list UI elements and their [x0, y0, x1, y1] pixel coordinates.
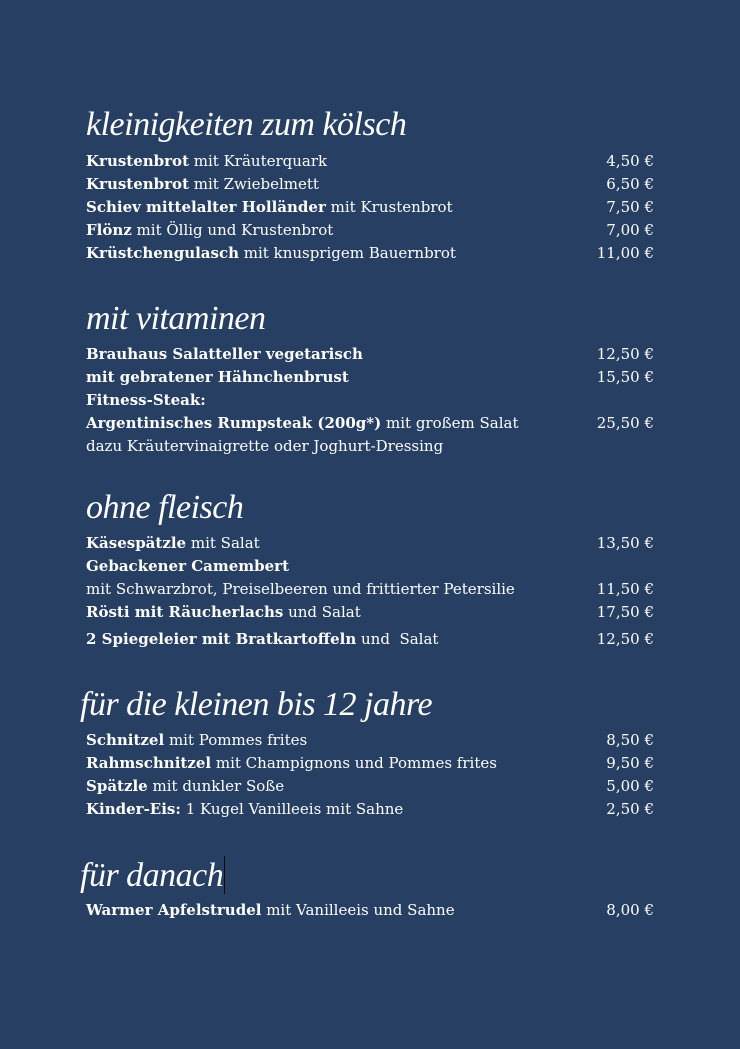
item-description: mit knusprigem Bauernbrot — [239, 244, 456, 262]
item-price: 8,50 € — [606, 731, 654, 749]
item-description: mit Pommes frites — [164, 731, 308, 749]
menu-item — [86, 555, 654, 601]
item-description: mit Öllig und Krustenbrot — [131, 221, 334, 239]
item-description: mit Schwarzbrot, Preiselbeeren und frittierter Petersilie — [86, 580, 515, 598]
item-price: 2,50 € — [606, 800, 654, 818]
menu-item — [86, 532, 654, 555]
item-name: Warmer Apfelstrudel — [86, 901, 262, 919]
menu-item — [86, 242, 654, 265]
item-name: Krüstchengulasch — [86, 244, 240, 262]
item-price: 12,50 € — [596, 630, 654, 648]
menu-item — [86, 752, 654, 775]
item-name: Rösti mit Räucherlachs — [86, 603, 284, 621]
item-price: 8,00 € — [606, 901, 654, 919]
item-price: 12,50 € — [596, 345, 654, 363]
item-description-line3: dazu Kräutervinaigrette oder Joghurt-Dressing — [86, 437, 444, 455]
item-description: 1 Kugel Vanilleeis mit Sahne — [180, 800, 404, 818]
item-description: mit dunkler Soße — [147, 777, 285, 795]
item-name: Rahmschnitzel — [86, 754, 212, 772]
menu-item — [86, 196, 654, 219]
item-name: Fitness-Steak: — [86, 391, 206, 409]
menu-item — [86, 601, 654, 624]
item-name: 2 Spiegeleier mit Bratkartoffeln — [86, 630, 357, 648]
item-description: mit Kräuterquark — [189, 152, 328, 170]
item-description: mit Krustenbrot — [325, 198, 453, 216]
menu-item — [86, 899, 654, 922]
item-price: 4,50 € — [606, 152, 654, 170]
item-price: 17,50 € — [596, 603, 654, 621]
item-price: 5,00 € — [606, 777, 654, 795]
menu-item — [86, 389, 654, 458]
menu-item — [86, 343, 654, 366]
menu-item — [86, 219, 654, 242]
item-price: 13,50 € — [596, 534, 654, 552]
item-name: mit gebratener Hähnchenbrust — [86, 368, 349, 386]
item-name: Schnitzel — [86, 731, 165, 749]
section-title: für die kleinen bis 12 jahre — [80, 686, 433, 723]
item-price: 7,50 € — [606, 198, 654, 216]
item-description: mit Champignons und Pommes frites — [211, 754, 497, 772]
menu-item — [86, 628, 654, 651]
item-name: Schiev mittelalter Holländer — [86, 198, 326, 216]
item-price: 11,50 € — [596, 580, 654, 598]
menu-item — [86, 729, 654, 752]
item-name: Gebackener Camembert — [86, 557, 290, 575]
item-price: 15,50 € — [596, 368, 654, 386]
item-name: Spätzle — [86, 777, 148, 795]
section-title: mit vitaminen — [86, 300, 266, 337]
menu-item — [86, 798, 654, 821]
item-name: Flönz — [86, 221, 132, 239]
item-price: 11,00 € — [596, 244, 654, 262]
item-price: 9,50 € — [606, 754, 654, 772]
item-name: Käsespätzle — [86, 534, 187, 552]
item-description: mit Salat — [186, 534, 260, 552]
menu-item — [86, 775, 654, 798]
section-title: für danach — [80, 857, 224, 894]
item-description: mit Vanilleeis und Sahne — [261, 901, 455, 919]
item-price: 6,50 € — [606, 175, 654, 193]
section-title: ohne fleisch — [86, 489, 244, 526]
item-name: Krustenbrot — [86, 152, 189, 170]
item-description: mit großem Salat — [381, 414, 519, 432]
menu-item — [86, 150, 654, 173]
menu-item — [86, 173, 654, 196]
item-name-line2: Argentinisches Rumpsteak (200g*) — [86, 414, 382, 432]
item-name: Kinder-Eis: — [86, 800, 181, 818]
item-name: Krustenbrot — [86, 175, 189, 193]
item-price: 25,50 € — [596, 414, 654, 432]
item-description: mit Zwiebelmett — [189, 175, 319, 193]
item-price: 7,00 € — [606, 221, 654, 239]
text-cursor — [224, 856, 225, 894]
menu-item — [86, 366, 654, 389]
section-title: kleinigkeiten zum kölsch — [86, 106, 407, 143]
item-description: und Salat — [283, 603, 361, 621]
item-name: Brauhaus Salatteller vegetarisch — [86, 345, 363, 363]
section-title-wrap — [80, 856, 225, 894]
item-description: und Salat — [356, 630, 439, 648]
